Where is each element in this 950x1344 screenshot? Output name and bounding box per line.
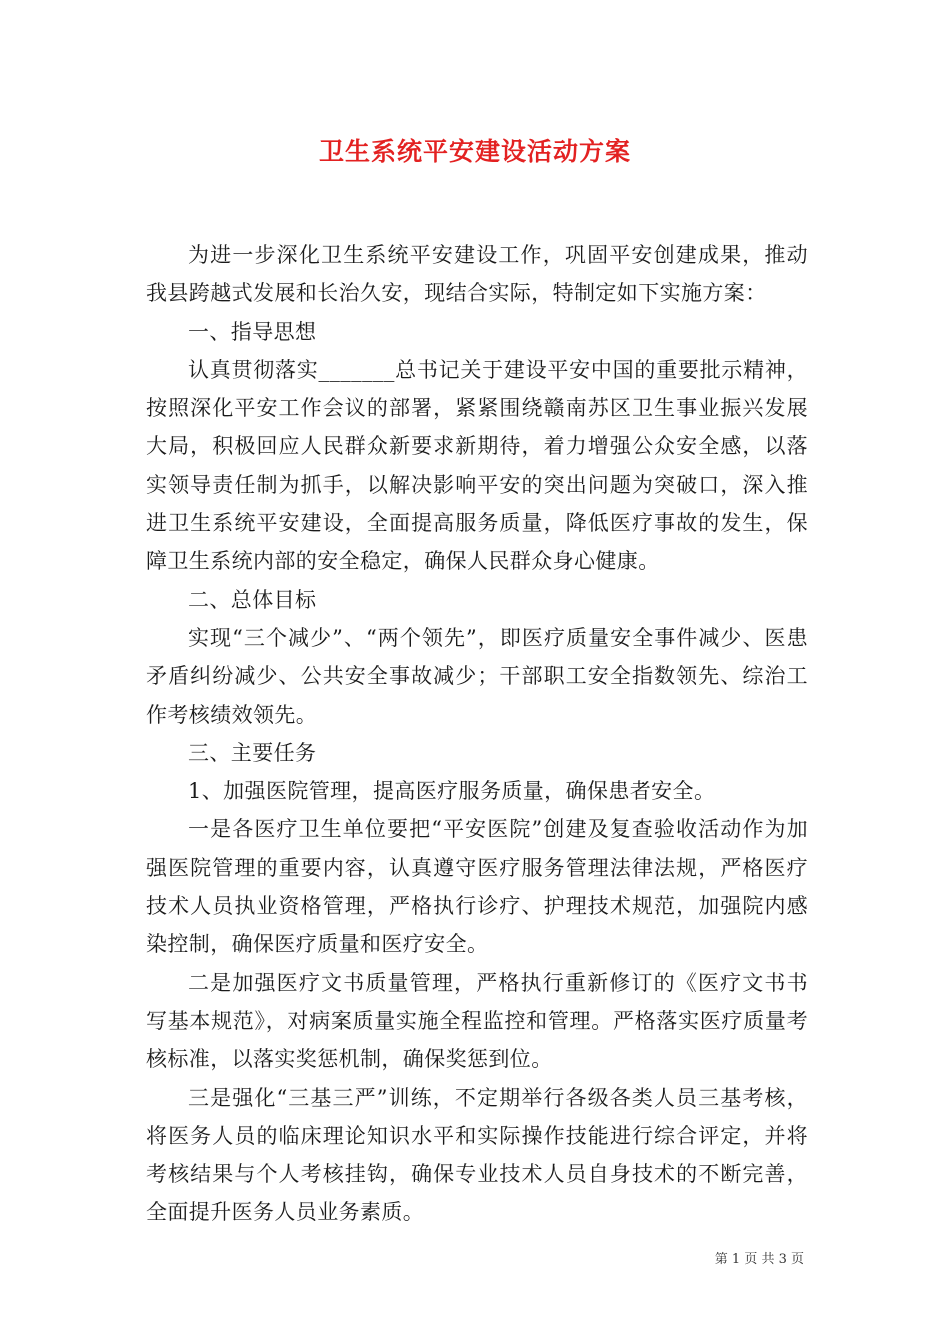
- page-number-footer: 第 1 页 共 3 页: [714, 1252, 804, 1267]
- task-1-item-3: 三是强化“三基三严”训练，不定期举行各级各类人员三基考核，将医务人员的临床理论知识水平和实际操作技能进行综合评定，并将考核结果与个人考核挂钩，确保专业技术人员自身技术的不断完善，全面提升医务人员业务素质。: [146, 1085, 808, 1225]
- overall-goal-paragraph: 实现“三个减少”、“两个领先”，即医疗质量安全事件减少、医患矛盾纠纷减少、公共安全事故减少；干部职工安全指数领先、综治工作考核绩效领先。: [146, 625, 808, 727]
- section-heading-guiding-ideology: 一、指导思想: [188, 319, 317, 344]
- section-heading-main-tasks: 三、主要任务: [188, 740, 317, 765]
- task-1-item-2: 二是加强医疗文书质量管理，严格执行重新修订的《医疗文书书写基本规范》，对病案质量实施全程监控和管理。严格落实医疗质量考核标准，以落实奖惩机制，确保奖惩到位。: [146, 970, 808, 1072]
- task-1-heading: 1、加强医院管理，提高医疗服务质量，确保患者安全。: [188, 779, 716, 804]
- task-1-item-1: 一是各医疗卫生单位要把“平安医院”创建及复查验收活动作为加强医院管理的重要内容，认真遵守医疗服务管理法律法规，严格医疗技术人员执业资格管理，严格执行诊疗、护理技术规范，加强院内感染控制，确保医疗质量和医疗安全。: [146, 817, 808, 957]
- document-title: 卫生系统平安建设活动方案: [318, 137, 631, 166]
- intro-paragraph: 为进一步深化卫生系统平安建设工作，巩固平安创建成果，推动我县跨越式发展和长治久安，现结合实际，特制定如下实施方案：: [146, 243, 808, 306]
- guiding-ideology-paragraph: 认真贯彻落实_______总书记关于建设平安中国的重要批示精神，按照深化平安工作会议的部署，紧紧围绕赣南苏区卫生事业振兴发展大局，积极回应人民群众新要求新期待，着力增强公众安全感，以落实领导责任制为抓手，以解决影响平安的突出问题为突破口，深入推进卫生系统平安建设，全面提高服务质量，降低医疗事故的发生，保障卫生系统内部的安全稳定，确保人民群众身心健康。: [146, 357, 808, 574]
- section-heading-overall-goal: 二、总体目标: [188, 587, 317, 612]
- document-body: [146, 236, 808, 1232]
